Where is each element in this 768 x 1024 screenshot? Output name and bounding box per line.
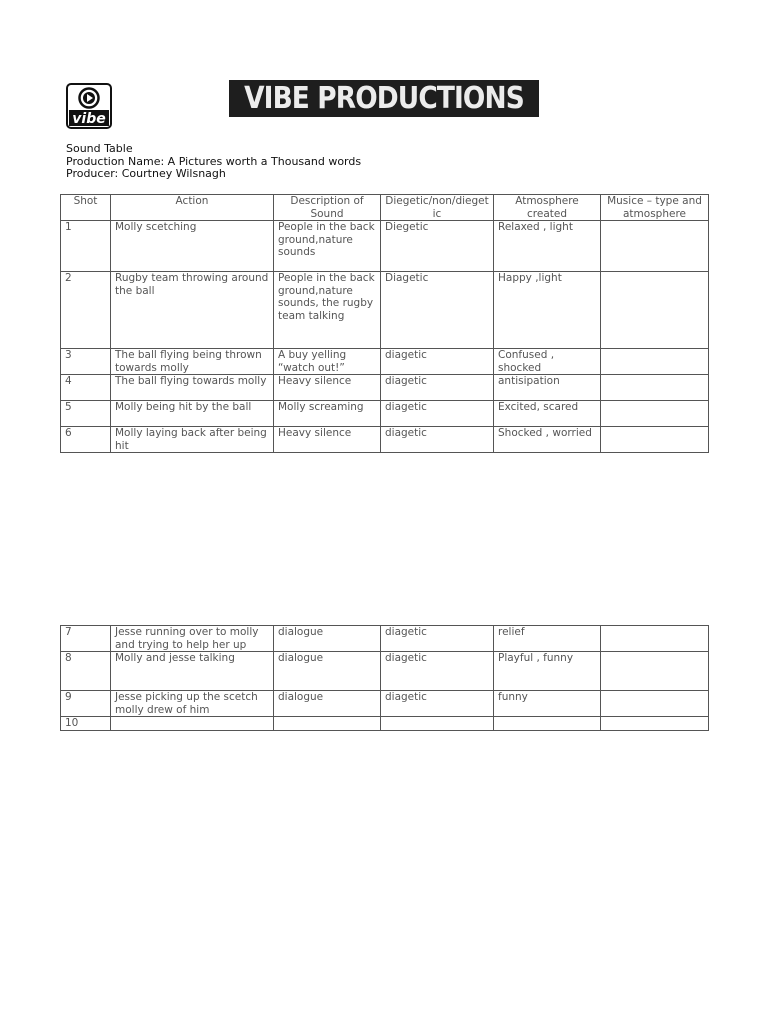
cell-shot: 7 (61, 626, 111, 652)
cell-shot: 9 (61, 691, 111, 717)
cell-shot: 4 (61, 375, 111, 401)
cell-sound: Heavy silence (274, 427, 381, 453)
header-diegetic: Diegetic/non/diegetic (381, 195, 494, 221)
cell-action: Jesse picking up the scetch molly drew of him (111, 691, 274, 717)
cell-atmosphere: Happy ,light (494, 272, 601, 349)
cell-shot: 3 (61, 349, 111, 375)
cell-diegetic: Diagetic (381, 272, 494, 349)
cell-action: Molly and jesse talking (111, 652, 274, 691)
cell-shot: 5 (61, 401, 111, 427)
cell-sound: People in the back ground,nature sounds, the rugby team talking (274, 272, 381, 349)
production-name: Production Name: A Pictures worth a Thousand words (66, 154, 362, 168)
cell-sound: Molly screaming (274, 401, 381, 427)
header-music: Musice – type and atmosphere (601, 195, 709, 221)
cell-atmosphere: Confused , shocked (494, 349, 601, 375)
cell-shot: 2 (61, 272, 111, 349)
cell-music (601, 691, 709, 717)
cell-sound (274, 717, 381, 731)
cell-atmosphere: Playful , funny (494, 652, 601, 691)
cell-action: Rugby team throwing around the ball (111, 272, 274, 349)
sound-table-part1 (60, 194, 709, 453)
cell-atmosphere: antisipation (494, 375, 601, 401)
cell-music (601, 626, 709, 652)
cell-action: Molly scetching (111, 221, 274, 272)
cell-atmosphere: funny (494, 691, 601, 717)
cell-action: Jesse running over to molly and trying to help her up (111, 626, 274, 652)
cell-diegetic: diagetic (381, 691, 494, 717)
cell-music (601, 221, 709, 272)
cell-shot: 1 (61, 221, 111, 272)
cell-sound: People in the back ground,nature sounds (274, 221, 381, 272)
cell-action (111, 717, 274, 731)
document-meta (66, 143, 361, 181)
cell-atmosphere: Excited, scared (494, 401, 601, 427)
header-action: Action (111, 195, 274, 221)
header-sound: Description of Sound (274, 195, 381, 221)
cell-atmosphere: relief (494, 626, 601, 652)
cell-diegetic: diagetic (381, 375, 494, 401)
cell-sound: dialogue (274, 691, 381, 717)
table-row (61, 349, 709, 375)
table-row (61, 691, 709, 717)
cell-diegetic: Diegetic (381, 221, 494, 272)
table-row (61, 626, 709, 652)
vibe-logo (66, 83, 112, 129)
cell-shot: 8 (61, 652, 111, 691)
producer-name: Producer: Courtney Wilsnagh (66, 167, 226, 180)
cell-sound: dialogue (274, 652, 381, 691)
cell-music (601, 349, 709, 375)
cell-music (601, 401, 709, 427)
cell-action: The ball flying towards molly (111, 375, 274, 401)
cell-music (601, 427, 709, 453)
cell-action: The ball flying being thrown towards molly (111, 349, 274, 375)
cell-diegetic: diagetic (381, 626, 494, 652)
cell-shot: 6 (61, 427, 111, 453)
sound-table-part2 (60, 625, 709, 731)
header-atmosphere: Atmosphere created (494, 195, 601, 221)
doc-title: Sound Table (66, 142, 133, 155)
table-row (61, 717, 709, 731)
banner-title: VIBE PRODUCTIONS (244, 80, 524, 116)
header-shot: Shot (61, 195, 111, 221)
cell-music (601, 717, 709, 731)
cell-atmosphere: Shocked , worried (494, 427, 601, 453)
logo-text: vibe (72, 111, 106, 127)
banner (229, 80, 539, 117)
table-row (61, 272, 709, 349)
cell-shot: 10 (61, 717, 111, 731)
cell-atmosphere: Relaxed , light (494, 221, 601, 272)
table-row (61, 401, 709, 427)
cell-action: Molly being hit by the ball (111, 401, 274, 427)
table-row (61, 375, 709, 401)
table-row (61, 221, 709, 272)
cell-diegetic: diagetic (381, 652, 494, 691)
table-row (61, 427, 709, 453)
cell-diegetic: diagetic (381, 427, 494, 453)
cell-atmosphere (494, 717, 601, 731)
cell-diegetic (381, 717, 494, 731)
cell-music (601, 652, 709, 691)
vibe-logo-graphic (68, 85, 110, 127)
cell-music (601, 375, 709, 401)
cell-sound: Heavy silence (274, 375, 381, 401)
cell-sound: dialogue (274, 626, 381, 652)
cell-diegetic: diagetic (381, 401, 494, 427)
cell-action: Molly laying back after being hit (111, 427, 274, 453)
cell-diegetic: diagetic (381, 349, 494, 375)
cell-sound: A buy yelling “watch out!” (274, 349, 381, 375)
table-header-row (61, 195, 709, 221)
table-row (61, 652, 709, 691)
cell-music (601, 272, 709, 349)
